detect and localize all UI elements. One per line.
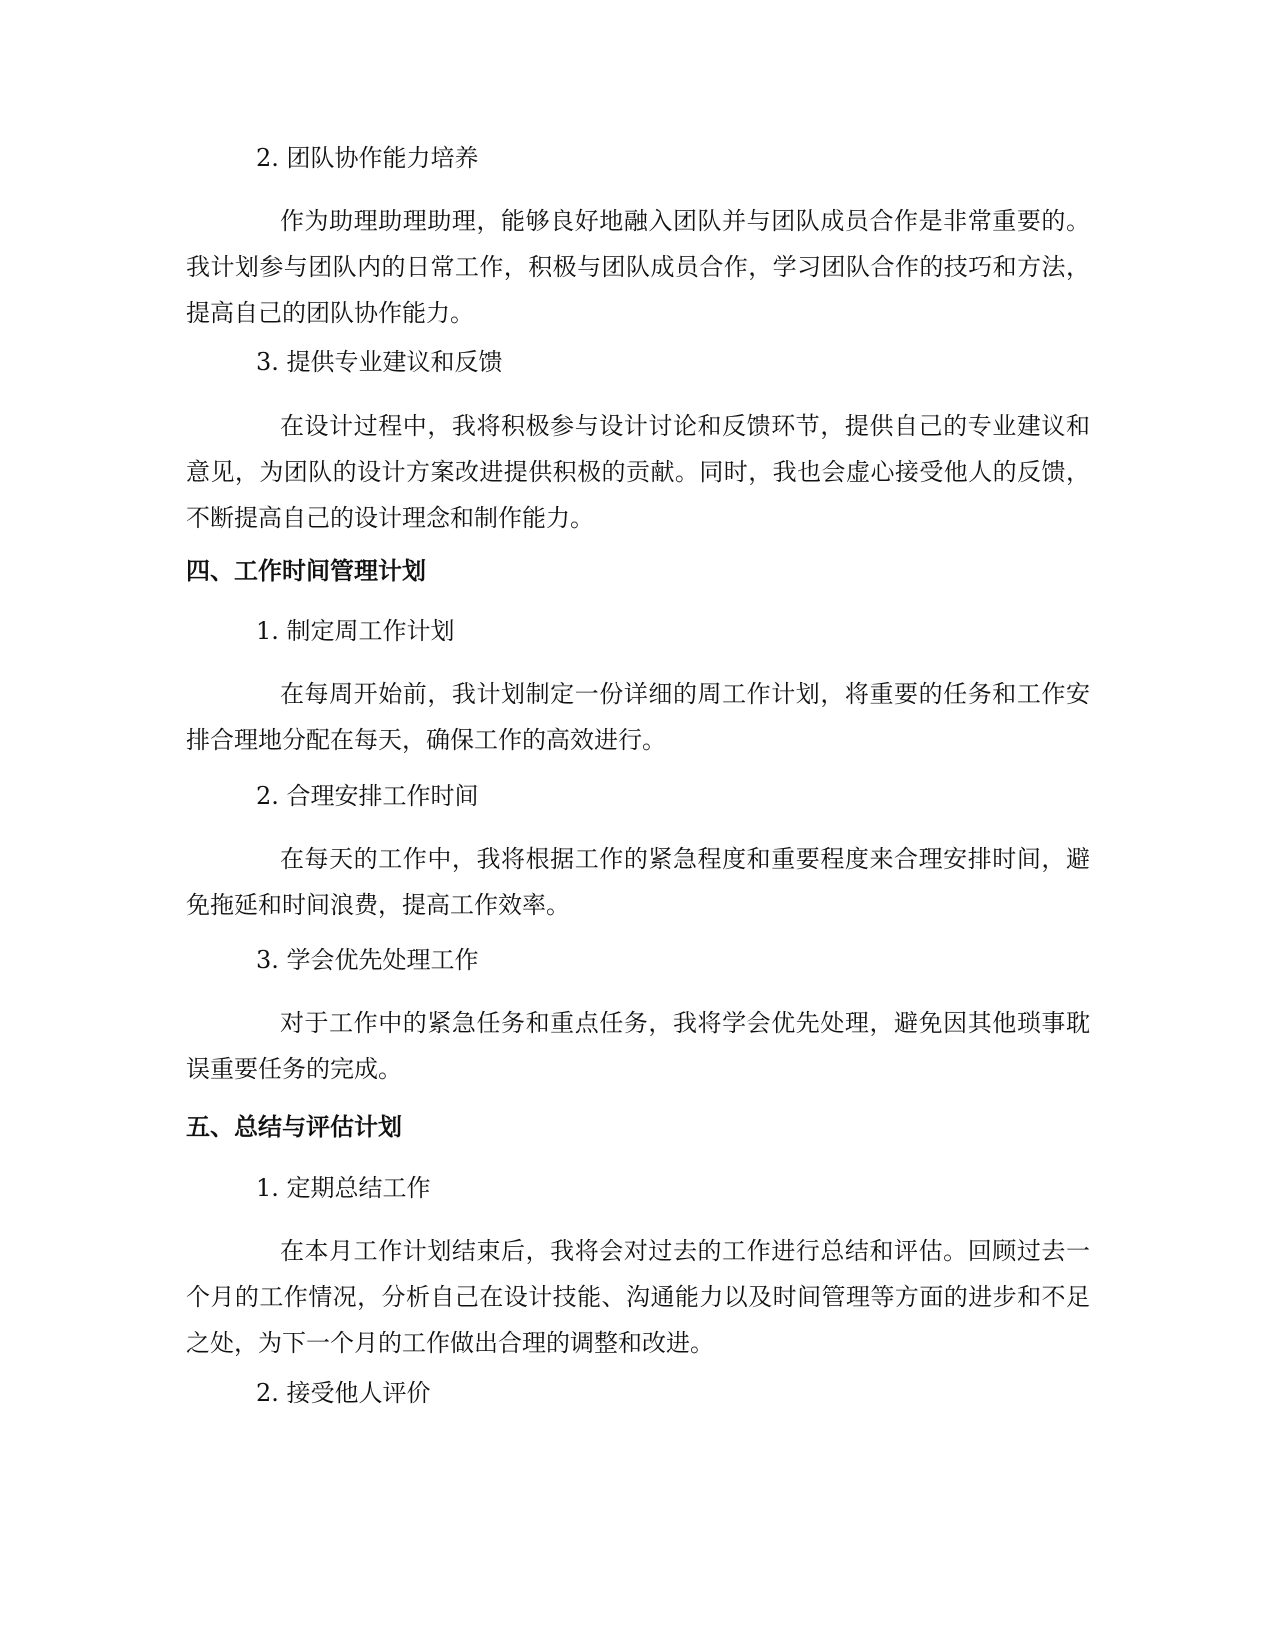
item-evaluation-title: 2. 接受他人评价: [256, 1379, 431, 1407]
item-summary-body: 在本月工作计划结束后，我将会对过去的工作进行总结和评估。回顾过去一个月的工作情况，分析自己在设计技能、沟通能力以及时间管理等方面的进步和不足之处，为下一个月的工作做出合理的调整和改进。: [186, 1237, 1090, 1357]
section-heading-summary: 五、总结与评估计划: [186, 1113, 402, 1141]
item-priority-body: 对于工作中的紧急任务和重点任务，我将学会优先处理，避免因其他琐事耽误重要任务的完成。: [186, 1009, 1090, 1083]
item-weekly-plan-body: 在每周开始前，我计划制定一份详细的周工作计划，将重要的任务和工作安排合理地分配在每天，确保工作的高效进行。: [186, 680, 1090, 754]
item-weekly-plan-title: 1. 制定周工作计划: [256, 617, 455, 645]
item-feedback-title: 3. 提供专业建议和反馈: [256, 348, 503, 376]
section-heading-time-management: 四、工作时间管理计划: [186, 557, 426, 585]
item-feedback-body: 在设计过程中，我将积极参与设计讨论和反馈环节，提供自己的专业建议和意见，为团队的设计方案改进提供积极的贡献。同时，我也会虚心接受他人的反馈，不断提高自己的设计理念和制作能力。: [186, 412, 1090, 532]
item-team-collaboration-body: 作为助理助理助理，能够良好地融入团队并与团队成员合作是非常重要的。我计划参与团队内的日常工作，积极与团队成员合作，学习团队合作的技巧和方法，提高自己的团队协作能力。: [186, 207, 1090, 327]
item-team-collaboration-title: 2. 团队协作能力培养: [256, 144, 479, 172]
item-summary-title: 1. 定期总结工作: [256, 1174, 431, 1202]
item-schedule-title: 2. 合理安排工作时间: [256, 782, 479, 810]
item-schedule-body: 在每天的工作中，我将根据工作的紧急程度和重要程度来合理安排时间，避免拖延和时间浪费，提高工作效率。: [186, 845, 1090, 919]
item-priority-title: 3. 学会优先处理工作: [256, 946, 479, 974]
